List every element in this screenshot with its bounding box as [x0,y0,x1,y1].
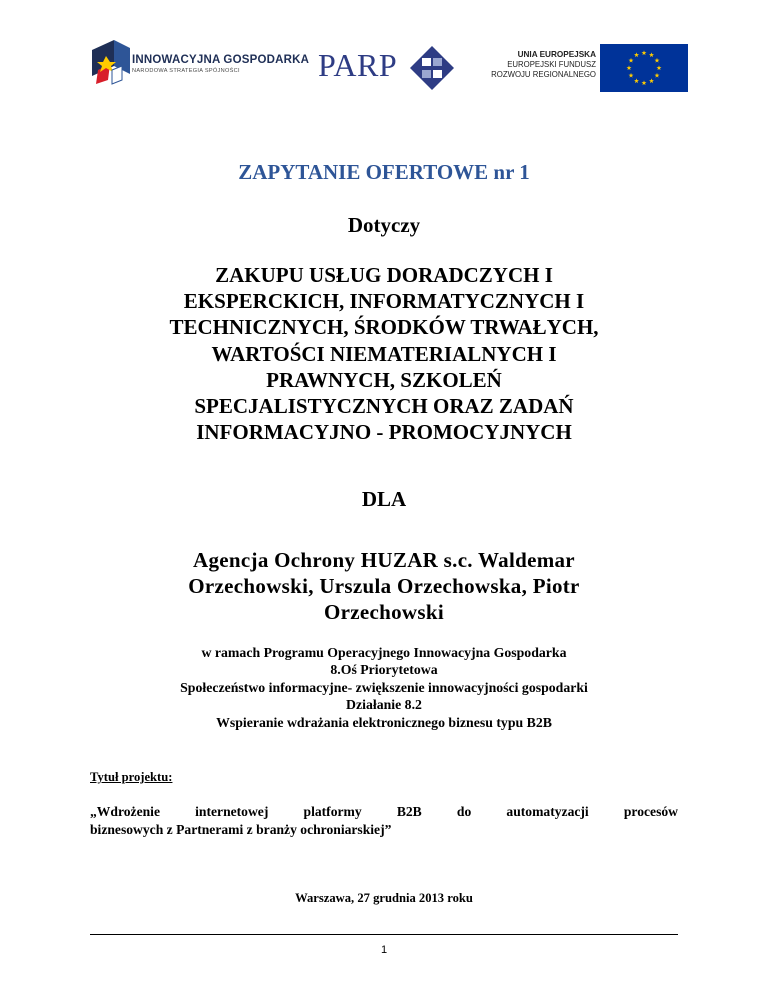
place-date: Warszawa, 27 grudnia 2013 roku [295,891,473,905]
scope-line: SPECJALISTYCZNYCH ORAZ ZADAŃ [194,394,574,419]
dotyczy-heading: Dotyczy [347,213,421,237]
program-line: 8.Oś Priorytetowa [330,662,438,678]
program-line: Społeczeństwo informacyjne- zwiększenie innowacyjności gospodarki [180,679,588,695]
eu-logo-line3: ROZWOJU REGIONALNEGO [491,70,596,79]
project-title [90,803,678,839]
ig-logo-title: INNOWACYJNA GOSPODARKA [132,54,310,66]
program-line: Działanie 8.2 [346,697,422,713]
scope-block [90,262,678,445]
scope-line: WARTOŚCI NIEMATERIALNYCH I [211,341,557,366]
project-title-line: biznesowych z Partnerami z branży ochroniarskiej” [90,822,392,837]
parp-diamond-icon [410,46,454,90]
scope-line: TECHNICZNYCH, ŚRODKÓW TRWAŁYCH, [169,315,599,340]
program-line: w ramach Programu Operacyjnego Innowacyjna Gospodarka [201,645,567,660]
project-title-line: „Wdrożenie internetowej platformy B2B do automatyzacji procesów [90,804,678,819]
innowacyjna-gospodarka-emblem-icon [92,40,130,88]
scope-line: PRAWNYCH, SZKOLEŃ [266,367,502,392]
project-title-label: Tytuł projektu: [90,770,173,784]
dla-heading: DLA [361,487,407,511]
document-title: ZAPYTANIE OFERTOWE nr 1 [238,160,530,184]
company-block [90,547,678,625]
parp-logo-text: PARP [318,47,398,83]
eu-logo-line1: UNIA EUROPEJSKA [517,50,596,59]
company-line: Orzechowski [324,600,444,624]
eu-logo [491,44,688,94]
ig-logo-subtitle: NARODOWA STRATEGIA SPÓJNOŚCI [132,68,240,74]
footer-divider [90,934,678,935]
program-block [90,644,678,731]
eu-logo-line2: EUROPEJSKI FUNDUSZ [507,60,596,69]
scope-line: EKSPERCKICH, INFORMATYCZNYCH I [183,289,585,314]
eu-flag-icon [600,44,688,92]
parp-logo [318,48,458,92]
company-line: Orzechowski, Urszula Orzechowska, Piotr [188,574,580,598]
company-line: Agencja Ochrony HUZAR s.c. Waldemar [193,548,575,572]
scope-line: INFORMACYJNO - PROMOCYJNYCH [196,420,572,445]
innowacyjna-gospodarka-logo [92,40,310,96]
scope-line: ZAKUPU USŁUG DORADCZYCH I [215,263,553,287]
page-number: 1 [380,944,388,956]
program-line: Wspieranie wdrażania elektronicznego biznesu typu B2B [216,714,552,730]
